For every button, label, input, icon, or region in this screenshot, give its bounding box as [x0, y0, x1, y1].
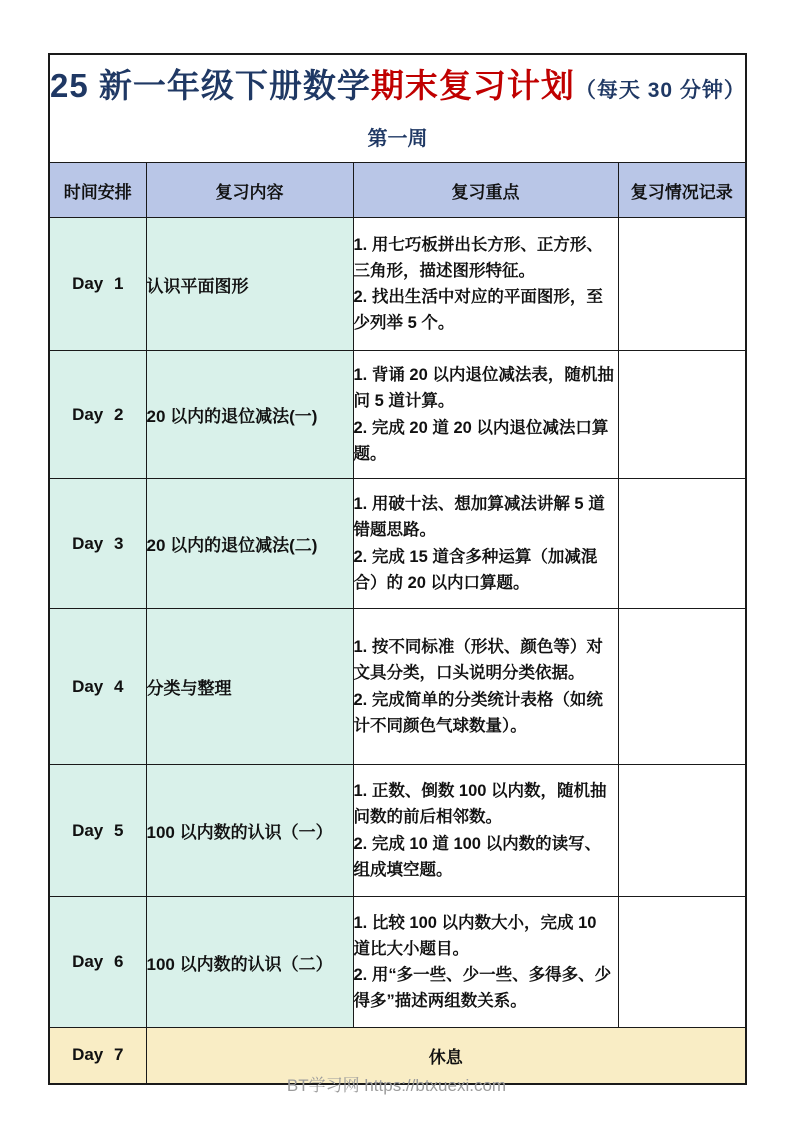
rest-cell: 休息	[146, 1028, 746, 1084]
table-row	[49, 609, 746, 765]
review-content-cell: 分类与整理	[146, 609, 353, 765]
day-cell: Day 1	[49, 218, 146, 351]
header-time: 时间安排	[49, 163, 146, 218]
point-item: 1. 背诵 20 以内退位减法表，随机抽问 5 道计算。	[353, 366, 614, 411]
table-row	[49, 765, 746, 897]
point-item: 2. 完成 20 道 20 以内退位减法口算题。	[353, 418, 609, 463]
record-cell	[618, 351, 746, 479]
review-points-cell	[353, 609, 618, 765]
day-cell: Day 7	[49, 1028, 146, 1084]
header-content: 复习内容	[146, 163, 353, 218]
day-cell: Day 4	[49, 609, 146, 765]
header-record: 复习情况记录	[618, 163, 746, 218]
review-points-cell	[353, 897, 618, 1028]
title-row	[49, 54, 746, 163]
title-highlight: 期末复习计划	[370, 67, 575, 105]
review-content-cell: 20 以内的退位减法(一)	[146, 351, 353, 479]
review-points-cell	[353, 351, 618, 479]
title-suffix: （每天 30 分钟）	[574, 79, 746, 103]
point-item: 1. 用七巧板拼出长方形、正方形、三角形，描述图形特征。	[353, 235, 603, 280]
day-cell: Day 5	[49, 765, 146, 897]
watermark-text: BT学习网 https://btxuexi.com	[286, 1076, 507, 1095]
review-points-cell	[353, 765, 618, 897]
title-cell	[49, 54, 746, 163]
review-plan-table	[48, 53, 747, 1085]
day-cell: Day 3	[49, 479, 146, 609]
review-content-cell: 100 以内数的认识（二）	[146, 897, 353, 1028]
review-points-cell	[353, 479, 618, 609]
point-item: 2. 完成 15 道含多种运算（加减混合）的 20 以内口算题。	[353, 547, 598, 592]
review-content-cell: 100 以内数的认识（一）	[146, 765, 353, 897]
point-item: 2. 用“多一些、少一些、多得多、少得多”描述两组数关系。	[353, 966, 612, 1011]
day-cell: Day 6	[49, 897, 146, 1028]
point-item: 2. 完成 10 道 100 以内数的读写、组成填空题。	[353, 834, 602, 879]
header-points: 复习重点	[353, 163, 618, 218]
point-item: 2. 完成简单的分类统计表格（如统计不同颜色气球数量）。	[353, 690, 603, 735]
record-cell	[618, 609, 746, 765]
record-cell	[618, 218, 746, 351]
table-row	[49, 479, 746, 609]
table-row	[49, 351, 746, 479]
week-subtitle: 第一周	[367, 127, 428, 150]
point-item: 1. 比较 100 以内数大小，完成 10 道比大小题目。	[353, 913, 597, 958]
point-item: 1. 正数、倒数 100 以内数，随机抽问数的前后相邻数。	[353, 782, 607, 827]
point-item: 1. 用破十法、想加算减法讲解 5 道错题思路。	[353, 495, 605, 540]
table-row	[49, 218, 746, 351]
review-content-cell: 20 以内的退位减法(二)	[146, 479, 353, 609]
record-cell	[618, 765, 746, 897]
day-cell: Day 2	[49, 351, 146, 479]
record-cell	[618, 897, 746, 1028]
point-item: 2. 找出生活中对应的平面图形，至少列举 5 个。	[353, 288, 603, 333]
review-content-cell: 认识平面图形	[146, 218, 353, 351]
page-title	[50, 66, 745, 106]
title-prefix: 25 新一年级下册数学	[50, 67, 371, 105]
table-row	[49, 897, 746, 1028]
table-header-row	[49, 163, 746, 218]
record-cell	[618, 479, 746, 609]
point-item: 1. 按不同标准（形状、颜色等）对文具分类，口头说明分类依据。	[353, 638, 603, 683]
plan-table-body	[49, 54, 746, 1084]
review-points-cell	[353, 218, 618, 351]
